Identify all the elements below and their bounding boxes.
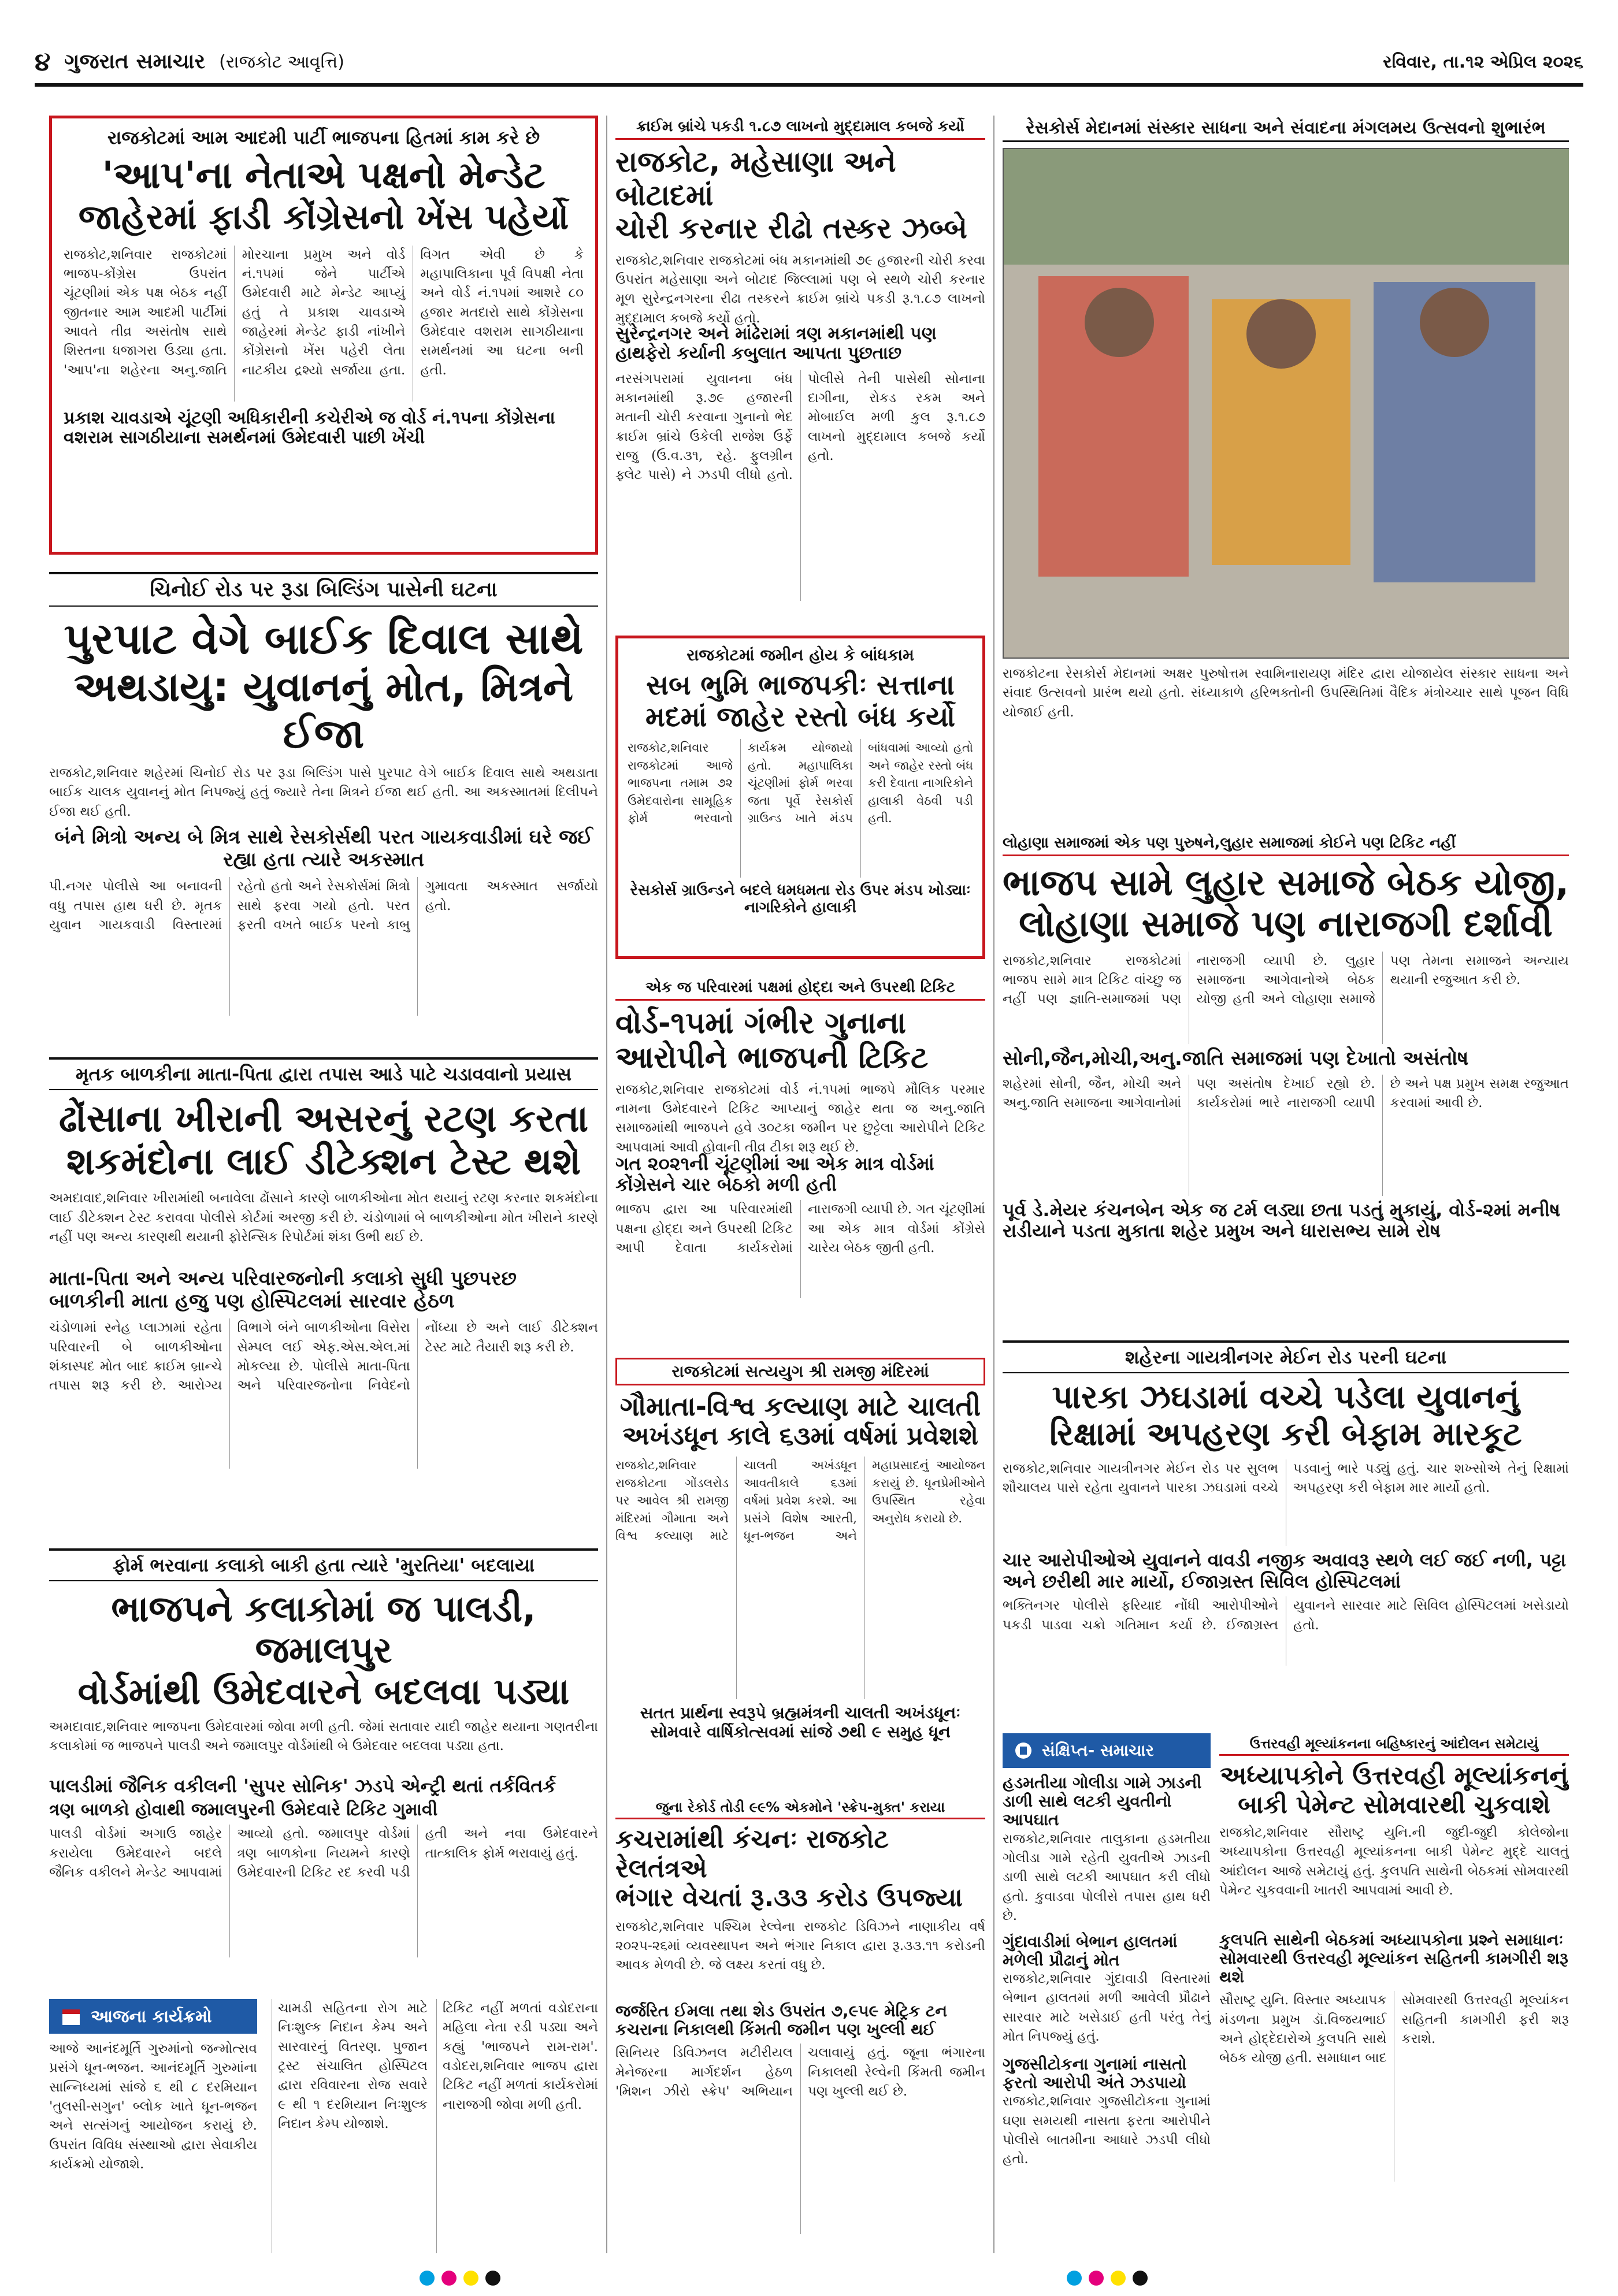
- brief-1-body: રાજકોટ,શનિવાર તાલુકાના હડમતીયા ગોલીડા ગામે રહેતી યુવતીએ ઝાડની ડાળી સાથે લટકી આપઘાત કરી લીધો હતો. કુવાડવા પોલીસે તપાસ હાથ ધરી છે.: [1003, 1831, 1211, 1923]
- kicker: મૃતક બાળકીના માતા-પિતા દ્વારા તપાસ આડે પાટે ચડાવવાનો પ્રયાસ: [49, 1057, 598, 1090]
- headline-line-1: રાજકોટ, મહેસાણા અને બોટાદમાં: [615, 145, 896, 212]
- headline-line-2: લોહાણા સમાજે પણ નારાજગી દર્શાવી: [1019, 902, 1553, 945]
- headline-line-2: આરોપીને ભાજપની ટિકિટ: [615, 1040, 929, 1075]
- kicker: ફોર્મ ભરવાના કલાકો બાકી હતા ત્યારે 'મુરતિયા' બદલાયા: [49, 1548, 598, 1581]
- festival-photo: [1003, 148, 1569, 659]
- article-bike-accident: [49, 572, 598, 1046]
- calendar-icon: [61, 2006, 81, 2027]
- article-body-continued: પાલડી વોર્ડમાં અગાઉ જાહેર કરાયેલા ઉમેદવારને બદલે જૈનિક વકીલને મેન્ડેટ આપવામાં આવ્યો હતો. જમાલપુર વોર્ડમાં ત્રણ બાળકોના નિયમને કારણે ઉમેદવારની ટિકિટ રદ કરવી પડી હતી અને નવા ઉમેદવારને તાત્કાલિક ફોર્મ ભરાવાયું હતું.: [49, 1826, 598, 1880]
- subheadline: પ્રકાશ ચાવડાએ ચૂંટણી અધિકારીની કચેરીએ જ વોર્ડ નં.૧૫ના કોંગ્રેસના વશરામ સાગઠીયાના સમર્થનમાં ઉમેદવારી પાછી ખેંચી: [64, 407, 555, 448]
- brief-news-icon: [1014, 1741, 1033, 1760]
- article-theft: [615, 116, 985, 624]
- headline-line-2: રિક્ષામાં અપહરણ કરી બેફામ મારકૂટ: [1049, 1416, 1522, 1454]
- headline-line-1: વોર્ડ-૧૫માં ગંભીર ગુનાના: [615, 1006, 907, 1041]
- issue-date: રવિવાર, તા.૧૨ એપ્રિલ ૨૦૨૬: [1383, 51, 1583, 72]
- headline-line-2: બાકી પેમેન્ટ સોમવારથી ચુકવાશે: [1238, 1790, 1550, 1819]
- headline-line-1: ભાજપને કલાકોમાં જ પાલડી, જમાલપુર: [111, 1588, 536, 1671]
- kicker: એક જ પરિવારમાં પક્ષમાં હોદ્દા અને ઉપરથી ટિકિટ: [615, 976, 985, 1001]
- subheadline: બંને મિત્રો અન્ય બે મિત્ર સાથે રેસકોર્સથી પરત ગાયકવાડીમાં ઘરે જઈ રહ્યા હતા ત્યારે અકસ્માત: [54, 826, 593, 872]
- page-number: ૪: [35, 47, 51, 77]
- article-answer-sheets: [1219, 1733, 1569, 2253]
- article-railway-scrap: [615, 1797, 985, 2253]
- brief-news-badge: [1003, 1733, 1211, 1768]
- subheadline-2: બાળકીની માતા હજુ પણ હોસ્પિટલમાં સારવાર હેઠળ: [49, 1290, 455, 1313]
- article-body: રાજકોટ,શનિવાર રાજકોટમાં ભાજપ સામે માત્ર ટિકિટ વાંચ્છુ જ નહીં પણ જ્ઞાતિ-સમાજમાં પણ નારાજગી વ્યાપી છે. લુહાર સમાજના આગેવાનોએ બેઠક યોજી હતી અને લોહાણા સમાજે પણ તેમના સમાજને અન્યાય થયાની રજુઆત કરી છે.: [1003, 953, 1569, 1007]
- health-camp: [272, 1999, 428, 2253]
- subheadline: સુરેન્દ્રનગર અને માંઢેરામાં ત્રણ મકાનમાંથી પણ હાથફેરો કર્યાની કબુલાત આપતા પુછતાછ: [615, 323, 937, 363]
- headline-line-2: ભંગાર વેચતાં રૂ.૩૩ કરોડ ઉપજ્યા: [615, 1883, 963, 1913]
- article-body: અમદાવાદ,શનિવાર ખીરામાંથી બનાવેલા ઢોંસાને કારણે બાળકીઓના મોત થયાનું રટણ કરનાર શકમંદોના લાઈ ડીટેક્શન ટેસ્ટ કરાવવા પોલીસે કોર્ટમાં અરજી કરી છે. ચંડોળામાં બે બાળકીઓના મોત ખીરાને કારણે નહીં પણ અન્ય કારણથી થયાની ફોરેન્સિક રિપોર્ટમાં શંકા ઉભી થઈ છે.: [49, 1191, 598, 1244]
- article-ward15-ticket: [615, 976, 985, 1346]
- article-body-continued: ચંડોળામાં સ્નેહ પ્લાઝામાં રહેતા પરિવારની બે બાળકીઓના શંકાસ્પદ મોત બાદ ક્રાઈમ બ્રાન્ચે તપાસ શરૂ કરી છે. આરોગ્ય વિભાગે બંને બાળકીઓના વિસેરા સેમ્પલ લઈ એફ.એસ.એલ.માં મોકલ્યા છે. પોલીસે માતા-પિતા અને પરિવારજનોના નિવેદનો નોંધ્યા છે અને લાઈ ડીટેક્શન ટેસ્ટ માટે તૈયારી શરૂ કરી છે.: [49, 1320, 598, 1394]
- article-body: રાજકોટ,શનિવાર રાજકોટમાં આજે ભાજપના તમામ ૭૨ ઉમેદવારોના સામૂહિક ફોર્મ ભરવાનો કાર્યક્રમ યોજાયો હતો. મહાપાલિકા ચૂંટણીમાં ફોર્મ ભરવા જતા પૂર્વે રેસકોર્સ ગ્રાઉન્ડ ખાતે મંડપ બાંધવામાં આવ્યો હતો અને જાહેર રસ્તો બંધ કરી દેવાતા નાગરિકોને હાલાકી વેઠવી પડી હતી.: [628, 741, 973, 826]
- headline-line-2: વોર્ડમાંથી ઉમેદવારને બદલવા પડ્યા: [77, 1670, 570, 1712]
- subheadline: ચાર આરોપીઓએ યુવાનને વાવડી નજીક અવાવરૂ સ્થળે લઈ જઈ નળી, પટ્ટા અને છરીથી માર માર્યો, ઈજાગ્રસ્ત સિવિલ હોસ્પિટલમાં: [1003, 1548, 1567, 1592]
- headline-line-1: અધ્યાપકોને ઉત્તરવહી મૂલ્યાંકનનું: [1220, 1761, 1568, 1790]
- article-aap: [49, 116, 598, 555]
- brief-3-headline: ગુજસીટોકના ગુનામાં નાસતો ફરતો આરોપી અંતે ઝડપાયો: [1003, 2054, 1187, 2093]
- headline-line-1: કચરામાંથી કંચનઃ રાજકોટ રેલતંત્રએ: [615, 1825, 889, 1883]
- headline-line-2: અથડાયુ: યુવાનનું મોત, મિત્રને ઈજા: [73, 663, 574, 757]
- article-racecourse-festival: [1003, 116, 1569, 820]
- subheadline: જર્જરિત ઈમલા તથા શેડ ઉપરાંત ૭,૯૫૯ મેટ્રિક ટન કચરાના નિકાલથી કિંમતી જમીન પણ ખુલ્લી થઈ: [615, 2001, 948, 2039]
- article-body: રાજકોટ,શનિવાર પશ્ચિમ રેલ્વેના રાજકોટ ડિવિઝને નાણાકીય વર્ષ ૨૦૨૫-૨૬માં વ્યવસ્થાપન અને ભંગાર નિકાલ દ્વારા રૂ.૩૩.૧૧ કરોડની આવક મેળવી છે. જે લક્ષ્ય કરતાં વધુ છે.: [615, 1919, 985, 1973]
- article-lohana-luhar: [1003, 832, 1569, 1329]
- subheadline-2: ત્રણ બાળકો હોવાથી જમાલપુરની ઉમેદવારે ટિકિટ ગુમાવી: [49, 1799, 438, 1820]
- kicker: ઉત્તરવહી મૂલ્યાંકનના બહિષ્કારનું આંદોલન સમેટાયું: [1219, 1733, 1569, 1756]
- headline-line-1: ઢોંસાના ખીરાની અસરનું રટણ કરતા: [58, 1098, 589, 1140]
- article-body-continued: સિનિયર ડિવિઝનલ મટીરીયલ મેનેજરના માર્ગદર્શન હેઠળ 'મિશન ઝીરો સ્ક્રેપ' અભિયાન ચલાવાયું હતું. જૂના ભંગારના નિકાલથી રેલ્વેની કિંમતી જમીન પણ ખુલ્લી થઈ છે.: [615, 2045, 985, 2099]
- kicker: રાજકોટમાં આમ આદમી પાર્ટી ભાજપના હિતમાં કામ કરે છે: [107, 127, 540, 148]
- paper-name: ગુજરાત સમાચાર: [64, 50, 206, 73]
- subheadline: રેસકોર્સ ગ્રાઉન્ડને બદલે ધમધમતા રોડ ઉપર મંડપ ખોડ્યાઃ નાગરિકોને હાલાકી: [630, 882, 971, 917]
- masthead: [35, 40, 1583, 87]
- brief-news: [1003, 1733, 1211, 2253]
- subheadline: પાલડીમાં જૈનિક વકીલની 'સુપર સોનિક' ઝડપે એન્ટ્રી થતાં તર્કવિતર્ક: [49, 1774, 556, 1797]
- article-body: રાજકોટ,શનિવાર રાજકોટમાં બંધ મકાનમાંથી ૭૯ હજારની ચોરી કરવા ઉપરાંત મહેસાણા અને બોટાદ જિલ્લામાં પણ બે સ્થળે ચોરી કરનાર મૂળ સુરેન્દ્રનગરના રીઢા તસ્કરને ક્રાઈમ બ્રાંચે પકડી રૂ.૧.૮૭ લાખનો મુદ્દામાલ કબજે કર્યો હતો.: [615, 252, 985, 326]
- vadodara-ticket-body: ટિકિટ નહીં મળતાં વડોદરાના મહિલા નેતા રડી પડ્યા અને કહ્યું 'ભાજપને રામ-રામ'. વડોદરા,શનિવાર ભાજપ દ્વારા ટિકિટ નહીં મળતાં કાર્યકરોમાં નારાજગી જોવા મળી હતી.: [443, 2001, 598, 2112]
- events-label: આજના કાર્યક્રમો: [91, 2006, 212, 2027]
- article-dosa-lie-detection: [49, 1057, 598, 1537]
- subheadline-1: સોની,જૈન,મોચી,અનુ.જાતિ સમાજમાં પણ દેખાતો અસંતોષ: [1003, 1046, 1469, 1070]
- subheadline: કુલપતિ સાથેની બેઠકમાં અધ્યાપકોના પ્રશ્ને સમાધાનઃ સોમવારથી ઉત્તરવહી મૂલ્યાંકન સહિતની કામગીરી શરૂ થશે: [1219, 1930, 1568, 1987]
- headline-line-2: મદમાં જાહેર રસ્તો બંધ કર્યો: [645, 701, 955, 734]
- kicker: ચિનોઈ રોડ પર રૂડા બિલ્ડિંગ પાસેની ઘટના: [49, 572, 598, 607]
- brief-1-headline: હડમતીયા ગોલીડા ગામે ઝાડની ડાળી સાથે લટકી યુવતીનો આપઘાત: [1003, 1773, 1202, 1830]
- vadodara-ticket: [436, 1999, 598, 2253]
- article-body-continued: પી.નગર પોલીસે આ બનાવની વધુ તપાસ હાથ ધરી છે. મૃતક યુવાન ગાયકવાડી વિસ્તારમાં રહેતો હતો અને રેસકોર્સમાં મિત્રો સાથે ફરવા ગયો હતો. પરત ફરતી વખતે બાઈક પરનો કાબુ ગુમાવતા અકસ્માત સર્જાયો હતો.: [49, 879, 598, 932]
- article-body: રાજકોટ,શનિવાર રાજકોટમાં ભાજપ-કોંગ્રેસ ઉપરાંત ચૂંટણીમાં એક પક્ષ બેઠક નહીં જીતનાર આમ આદમી પાર્ટીમાં આવતે તીવ્ર અસંતોષ સાથે શિસ્તના ધજાગરા ઉડ્યા હતા. 'આપ'ના શહેરના અનુ.જાતિ મોરચાના પ્રમુખ અને વોર્ડ નં.૧૫માં જેને પાર્ટીએ ઉમેદવારી માટે મેન્ડેટ આપ્યું હતું તે પ્રકાશ ચાવડાએ જાહેરમાં મેન્ડેટ ફાડી નાંખીને કોંગ્રેસનો ખેંસ પહેરી લેતા નાટકીય દ્રશ્યો સર્જાયા હતા. વિગત એવી છે કે મહાપાલિકાના પૂર્વ વિપક્ષી નેતા અને વોર્ડ નં.૧૫માં આશરે ૮૦ હજાર મતદારો સાથે કોંગ્રેસના ઉમેદવાર વશરામ સાગઠીયાના સમર્થનમાં આ ઘટના બની હતી.: [64, 247, 584, 378]
- subheadline-2: પૂર્વ ડે.મેયર કંચનબેન એક જ ટર્મ લડ્યા છતા પડતું મુકાયું, વોર્ડ-૨માં મનીષ રાડીયાને પડતા મુકાતા શહેર પ્રમુખ અને ધારાસભ્ય સામે રોષ: [1003, 1198, 1560, 1242]
- article-body: રાજકોટ,શનિવાર શહેરમાં ચિનોઈ રોડ પર રૂડા બિલ્ડિંગ પાસે પુરપાટ વેગે બાઈક દિવાલ સાથે અથડાતા બાઈક ચાલક યુવાનનું મોત નિપજ્યું હતું જ્યારે તેના મિત્રને ઈજા થઈ હતી. આ અકસ્માતમાં દિલીપને ઈજા થઈ હતી.: [49, 766, 598, 819]
- article-body: રાજકોટ,શનિવાર રાજકોટમાં વોર્ડ નં.૧૫માં ભાજપે મૌલિક પરમાર નામના ઉમેદવારને ટિકિટ આપ્યાનું જાહેર થતા જ અનુ.જાતિ સમાજમાંથી ભાજપને હવે ૩૦ટકા જમીન પર છુટ્ટેલા આરોપીને ટિકિટ આપવામાં આવી હોવાની તીવ્ર ટીકા શરૂ થઈ છે.: [615, 1082, 985, 1155]
- registration-marks-left: [416, 2271, 566, 2291]
- article-candidates-changed: [49, 1548, 598, 1987]
- headline-line-1: પારકા ઝઘડામાં વચ્ચે પડેલા યુવાનનું: [1052, 1379, 1520, 1416]
- article-body: અમદાવાદ,શનિવાર ભાજપના ઉમેદવારમાં જોવા મળી હતી. જેમાં સતાવાર યાદી જાહેર થયાના ગણતરીના કલાકોમાં જ ભાજપને પાલડી અને જમાલપુર વોર્ડમાંથી બે ઉમેદવાર બદલવા પડ્યા હતા.: [49, 1719, 598, 1754]
- article-body: રાજકોટ,શનિવાર રાજકોટના ગોંડલરોડ પર આવેલ શ્રી રામજી મંદિરમાં ગૌમાતા અને વિશ્વ કલ્યાણ માટે ચાલતી અખંડધૂન આવતીકાલે ૬૩માં વર્ષમાં પ્રવેશ કરશે. આ પ્રસંગે વિશેષ આરતી, ધૂન-ભજન અને મહાપ્રસાદનું આયોજન કરાયું છે. ધૂનપ્રેમીઓને ઉપસ્થિત રહેવા અનુરોધ કરાયો છે.: [615, 1458, 985, 1543]
- kicker: શહેરના ગાયત્રીનગર મેઈન રોડ પરની ઘટના: [1003, 1340, 1569, 1373]
- health-camp-body: ચામડી સહિતના રોગ માટે નિઃશુલ્ક નિદાન કેમ્પ અને સારવારનું વિતરણ. પુજાન ટ્રસ્ટ સંચાલિત હોસ્પિટલ દ્વારા રવિવારના રોજ સવારે ૯ થી ૧ દરમિયાન નિઃશુલ્ક નિદાન કેમ્પ યોજાશે.: [278, 2001, 428, 2132]
- headline-line-1: ભાજપ સામે લુહાર સમાજે બેઠક યોજી,: [1003, 861, 1569, 904]
- article-road-blocked: [615, 636, 985, 959]
- edition-label: (રાજકોટ આવૃત્તિ): [219, 51, 344, 72]
- article-body-continued: નરસંગપરામાં યુવાનના બંધ મકાનમાંથી રૂ.૭૯ હજારની મતાની ચોરી કરવાના ગુનાનો ભેદ ક્રાઈમ બ્રાંચે ઉકેલી રાજેશ ઉર્ફે રાજુ (ઉ.વ.૩૧, રહે. ફુલગ્રીન ફ્લેટ પાસે) ને ઝડપી લીધો હતો. પોલીસે તેની પાસેથી સોનાના દાગીના, રોકડ રકમ અને મોબાઈલ મળી કુલ રૂ.૧.૮૭ લાખનો મુદ્દામાલ કબજે કર્યો હતો.: [615, 371, 985, 483]
- events-box: [49, 1999, 257, 2253]
- headline-line-1: સબ ભુમિ ભાજપકીઃ સત્તાના: [646, 669, 955, 701]
- kicker: લોહાણા સમાજમાં એક પણ પુરુષને,લુહાર સમાજમાં કોઈને પણ ટિકિટ નહીં: [1003, 832, 1569, 856]
- headline-line-2: અખંડધૂન કાલે ૬૩માં વર્ષમાં પ્રવેશશે: [622, 1421, 978, 1451]
- column-rule-right: [993, 116, 994, 2253]
- kicker: રાજકોટમાં જમીન હોય કે બાંધકામ: [686, 645, 914, 664]
- article-body-continued: ભાજપ દ્વારા આ પરિવારમાંથી પક્ષના હોદ્દા અને ઉપરથી ટિકિટ આપી દેવાતા કાર્યકરોમાં નારાજગી વ્યાપી છે. ગત ચૂંટણીમાં આ એક માત્ર વોર્ડમાં કોંગ્રેસે ચારેય બેઠક જીતી હતી.: [615, 1202, 985, 1255]
- headline-line-1: પુરપાટ વેગે બાઈક દિવાલ સાથે: [64, 614, 584, 664]
- photo-caption: રાજકોટના રેસકોર્સ મેદાનમાં અક્ષર પુરુષોત્તમ સ્વામિનારાયણ મંદિર દ્વારા યોજાયેલ સંસ્કાર સાધના અને સંવાદ ઉત્સવનો પ્રારંભ થયો હતો. સંધ્યાકાળે હરિભક્તોની ઉપસ્થિતિમાં વૈદિક મંત્રોચ્ચાર સાથે પૂજન વિધિ યોજાઈ હતી.: [1003, 666, 1569, 720]
- article-body-continued: સૌરાષ્ટ્ર યુનિ. વિસ્તાર અધ્યાપક મંડળના પ્રમુખ ડૉ.વિજયભાઈ અને હોદ્દેદારોએ કુલપતિ સાથે બેઠક યોજી હતી. સમાધાન બાદ સોમવારથી ઉત્તરવહી મૂલ્યાંકન સહિતની કામગીરી ફરી શરૂ કરાશે.: [1219, 1993, 1569, 2066]
- article-kidnap: [1003, 1340, 1569, 1722]
- subheadline: ગત ૨૦૨૧ની ચૂંટણીમાં આ એક માત્ર વોર્ડમાં કોંગ્રેસને ચાર બેઠકો મળી હતી: [615, 1152, 934, 1196]
- article-body-continued: શહેરમાં સોની, જૈન, મોચી અને અનુ.જાતિ સમાજના આગેવાનોમાં પણ અસંતોષ દેખાઈ રહ્યો છે. કાર્યકરોમાં ભારે નારાજગી વ્યાપી છે અને પક્ષ પ્રમુખ સમક્ષ રજુઆત કરવામાં આવી છે.: [1003, 1076, 1569, 1111]
- kicker: ક્રાઈમ બ્રાંચે પકડી ૧.૮૭ લાખનો મુદ્દામાલ કબજે કર્યો: [615, 116, 985, 140]
- kicker: રેસકોર્સ મેદાનમાં સંસ્કાર સાધના અને સંવાદના મંગલમય ઉત્સવનો શુભારંભ: [1003, 116, 1569, 142]
- kicker: જુના રેકોર્ડ તોડી ૯૯% એકમોને 'સ્ક્રેપ-મુક્ત' કરાયા: [615, 1797, 985, 1819]
- headline-line-1: 'આપ'ના નેતાએ પક્ષનો મેન્ડેટ: [102, 154, 545, 197]
- brief-3-body: રાજકોટ,શનિવાર ગુજસીટોકના ગુનામાં ઘણા સમયથી નાસતા ફરતા આરોપીને પોલીસે બાતમીના આધારે ઝડપી લીધો હતો.: [1003, 2094, 1211, 2167]
- headline-line-2: શકમંદોના લાઈ ડીટેક્શન ટેસ્ટ થશે: [66, 1140, 581, 1183]
- headline-line-1: ગૌમાતા-વિશ્વ કલ્યાણ માટે ચાલતી: [619, 1391, 981, 1422]
- registration-marks-right: [1063, 2271, 1214, 2291]
- events-body: આજે આનંદમૂર્તિ ગુરુમાંનો જન્મોત્સવ પ્રસંગે ધૂન-ભજન. આનંદમૂર્તિ ગુરુમાંના સાન્નિધ્યમાં સાંજે ૬ થી ૮ દરમિયાન 'તુલસી-સગુન' બ્લોક ખાતે ધૂન-ભજન અને સત્સંગનું આયોજન કરાયું છે. ઉપરાંત વિવિધ સંસ્થાઓ દ્વારા સેવાકીય કાર્યક્રમો યોજાશે.: [49, 2041, 257, 2172]
- subheadline: સતત પ્રાર્થના સ્વરૂપે બ્રહ્મમંત્રની ચાલતી અખંડધૂનઃ સોમવારે વાર્ષિકોત્સવમાં સાંજે ૭થી ૯ સમુહ ધૂન: [640, 1703, 961, 1741]
- article-temple: [615, 1358, 985, 1785]
- brief-news-label: સંક્ષિપ્ત- સમાચાર: [1042, 1741, 1154, 1760]
- article-body-continued: ભક્તિનગર પોલીસે ફરિયાદ નોંધી આરોપીઓને પકડી પાડવા ચક્રો ગતિમાન કર્યા છે. ઈજાગ્રસ્ત યુવાનને સારવાર માટે સિવિલ હોસ્પિટલમાં ખસેડાયો હતો.: [1003, 1598, 1569, 1633]
- column-rule-left: [606, 116, 607, 2253]
- brief-2-headline: ગુંદાવાડીમાં બેભાન હાલતમાં મળેલી પ્રૌઢાનું મોત: [1003, 1931, 1178, 1970]
- events-badge: [49, 1999, 257, 2034]
- headline-line-2: જાહેરમાં ફાડી કોંગ્રેસનો ખેંસ પહેર્યો: [78, 196, 569, 237]
- kicker: રાજકોટમાં સત્યયુગ શ્રી રામજી મંદિરમાં: [615, 1358, 985, 1385]
- article-body: રાજકોટ,શનિવાર સૌરાષ્ટ્ર યુનિ.ની જુદી-જુદી કોલેજોના અધ્યાપકોના ઉત્તરવહી મૂલ્યાંકનના બાકી પેમેન્ટ મુદ્દે ચાલતું આંદોલન આજે સમેટાયું હતું. કુલપતિ સાથેની બેઠકમાં સોમવારથી પેમેન્ટ ચુકવવાની ખાતરી આપવામાં આવી છે.: [1219, 1825, 1569, 1898]
- brief-2-body: રાજકોટ,શનિવાર ગુંદાવાડી વિસ્તારમાં બેભાન હાલતમાં મળી આવેલી પ્રૌઢાને સારવાર માટે ખસેડાઈ હતી પરંતુ તેનું મોત નિપજ્યું હતું.: [1003, 1971, 1211, 2044]
- headline-line-2: ચોરી કરનાર રીઢો તસ્કર ઝબ્બે: [615, 211, 967, 245]
- subheadline-1: માતા-પિતા અને અન્ય પરિવારજનોની કલાકો સુધી પુછપરછ: [49, 1267, 517, 1291]
- article-body: રાજકોટ,શનિવાર ગાયત્રીનગર મેઈન રોડ પર સુલભ શૌચાલય પાસે રહેતા યુવાનને પારકા ઝઘડામાં વચ્ચે પડવાનું ભારે પડ્યું હતું. ચાર શખ્સોએ તેનું રિક્ષામાં અપહરણ કરી બેફામ માર માર્યો હતો.: [1003, 1461, 1569, 1496]
